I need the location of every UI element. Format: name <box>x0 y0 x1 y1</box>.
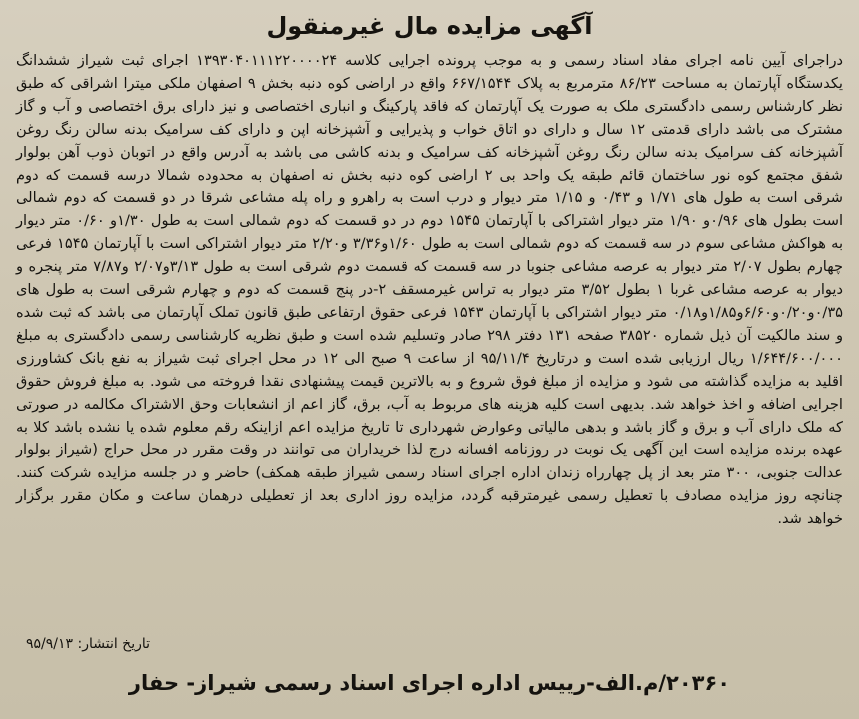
notice-body-text: دراجرای آیین نامه اجرای مفاد اسناد رسمی و به موجب پرونده اجرایی کلاسه ۱۳۹۳۰۴۰۱۱۱۲۲۰۰۰۰۲۴ اجرای ثبت شیراز ششدانگ یکدستگاه آپارتمان به مساحت ۸۶/۲۳ مترمربع به پلاک ۶۶۷/۱۵۴۴ واقع در اراضی کوه دنبه بخش ۹ اصفهان ملکی میترا اشراقی که طبق نظر کارشناس رسمی دادگستری ملک به صورت یک آپارتمان که فاقد پارکینگ و انباری اختصاصی و نیز دارای برق اختصاصی و آب و گاز مشترک می باشد دارای قدمتی ۱۲ سال و دارای دو اتاق خواب و پذیرایی و آشپزخانه اپن و دارای کف سرامیک بدنه سالن رنگ روغن آشپزخانه کف سرامیک بدنه سالن رنگ روغن آشپزخانه کف سرامیک و بدنه کاشی می باشد به آدرس واقع در اتوبان ذوب آهن بولوار شفق مجتمع کوه نور ساختمان قائم طبقه یک واحد بی ۲ اراضی کوه دنبه بخش نه اصفهان به محدوده شمالا درسه قسمت که دوم شرقی است به طول های ۱/۷۱ و ۰/۴۳ و ۱/۱۵ متر دیوار و درب است به راهرو و راه پله مشاعی شرقا در دو قسمت که دوم شمالی است بطول های ۰/۹۶و ۱/۹۰ متر دیوار اشتراکی با آپارتمان ۱۵۴۵ دوم در دو قسمت که دوم شمالی است به طول ۱/۳۰و ۰/۶۰ متر دیوار به هواکش مشاعی سوم در سه قسمت که دوم شمالی است به طول ۱/۶۰و۳/۳۶ و۲/۲۰ متر دیوار اشتراکی است با آپارتمان ۱۵۴۵ فرعی چهارم بطول ۲/۰۷ متر دیوار به عرصه مشاعی جنوبا در سه قسمت که قسمت دوم شرقی است به طول ۳/۱۳و۲/۰۷ و۷/۸۷ متر پنجره و دیوار به عرصه مشاعی غربا ۱ بطول ۳/۵۲ متر دیوار به تراس غیرمسقف ۲-در پنج قسمت که دوم و چهارم شرقی است به طول های ۰/۳۵و۰/۲۰و۶/۶۰و۱/۸۵و۰/۱۸ متر دیوار اشتراکی با آپارتمان ۱۵۴۳ فرعی حقوق ارتفاعی طبق قانون تملک آپارتمان می باشد که ثبت شده و سند مالکیت آن ذیل شماره ۳۸۵۲۰ صفحه ۱۳۱ دفتر ۲۹۸ صادر وتسلیم شده است و طبق نظریه کارشناسی رسمی دادگستری به مبلغ ۱/۶۴۴/۶۰۰/۰۰۰ ریال ارزیابی شده است و درتاریخ ۹۵/۱۱/۴ از ساعت ۹ صبح الی ۱۲ در محل اجرای ثبت شیراز به نفع بانک کشاورزی اقلید به مزایده گذاشته می شود و مزایده از مبلغ فوق شروع و به بالاترین قیمت پیشنهادی نقدا فروخته می شود. به مبلغ فروش حقوق اجرایی اضافه و اخذ خواهد شد. بدیهی است کلیه هزینه های مربوط به آب، برق، گاز اعم از انشعابات وحق الاشتراک مکالمه در صورتی که ملک دارای آب و برق و گاز باشد و بدهی مالیاتی وعوارض شهرداری تا تاریخ مزایده اعم ازاینکه رقم معلوم شده یا نشده باشد کلا به عهده برنده مزایده است این آگهی یک نوبت در روزنامه افسانه درج لذا خریداران می توانند در وقت مقرر در محل حراج (شیراز بولوار عدالت جنوبی، ۳۰۰ متر بعد از پل چهارراه زندان اداره اجرای اسناد رسمی شیراز طبقه همکف) حاضر و در جلسه مزایده شرکت کنند. چنانچه روز مزایده مصادف با تعطیل رسمی غیرمترقبه گردد، مزایده روز اداری بعد از تعطیلی درهمان ساعت و مکان مقرر برگزار خواهد شد. <box>16 52 844 528</box>
publication-date: تاریخ انتشار: ۹۵/۹/۱۳ <box>26 636 151 652</box>
notice-title: آگهی مزایده مال غیرمنقول <box>266 12 593 40</box>
notice-body <box>16 50 843 650</box>
notice-signature: ۲۰۳۶۰/م.الف-رییس اداره اجرای اسناد رسمی شیراز- حفار <box>128 671 731 695</box>
